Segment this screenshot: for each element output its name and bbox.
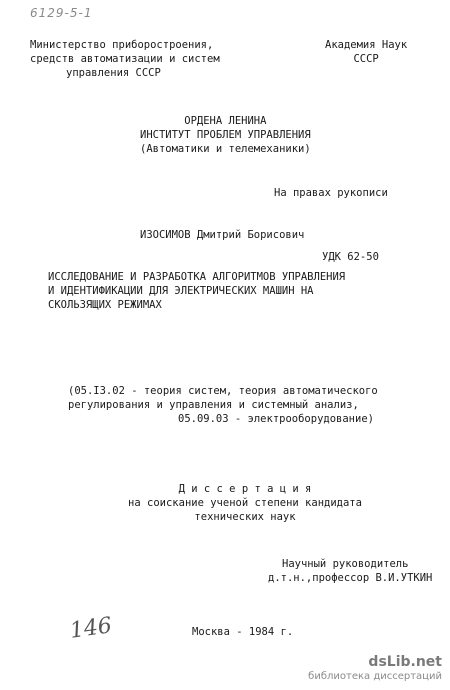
- handwritten-number: 146: [68, 613, 114, 644]
- ministry-block: [30, 38, 220, 80]
- dslib-subtitle: библиотека диссертаций: [308, 671, 442, 682]
- udk-code: УДК 62-50: [322, 251, 379, 263]
- academy-line: СССР: [353, 53, 379, 65]
- dslib-logo: dsLib.net: [368, 654, 442, 670]
- degree-line: технических наук: [194, 511, 296, 523]
- specialty-line: (05.I3.02 - теория систем, теория автоматического: [68, 385, 378, 397]
- thesis-title-line: И ИДЕНТИФИКАЦИИ ДЛЯ ЭЛЕКТРИЧЕСКИХ МАШИН НА: [48, 285, 314, 297]
- degree-line: на соискание ученой степени кандидата: [128, 497, 362, 509]
- supervisor-name: д.т.н.,профессор В.И.УТКИН: [268, 572, 433, 584]
- institute-block: [140, 114, 311, 156]
- institute-line: (Автоматики и телемеханики): [140, 143, 311, 155]
- degree-block: [125, 482, 365, 524]
- specialties-block: [68, 384, 378, 426]
- archive-stamp: 6129-5-1: [30, 6, 93, 20]
- author-name: ИЗОСИМОВ Дмитрий Борисович: [140, 229, 305, 241]
- thesis-title-line: ИССЛЕДОВАНИЕ И РАЗРАБОТКА АЛГОРИТМОВ УПРАВЛЕНИЯ: [48, 271, 346, 283]
- ministry-line: средств автоматизации и систем: [30, 53, 220, 65]
- degree-heading: Д и с с е р т а ц и я: [178, 483, 312, 495]
- city-year: Москва - 1984 г.: [192, 626, 294, 638]
- thesis-title-line: СКОЛЬЗЯЩИХ РЕЖИМАХ: [48, 299, 162, 311]
- manuscript-note: На правах рукописи: [274, 187, 388, 199]
- thesis-title: [48, 270, 345, 312]
- institute-line: ОРДЕНА ЛЕНИНА: [184, 115, 267, 127]
- specialty-line: регулирования и управления и системный анализ,: [68, 399, 359, 411]
- supervisor-role: Научный руководитель: [282, 558, 409, 570]
- ministry-line: управления СССР: [66, 67, 161, 79]
- supervisor-block: [268, 557, 432, 585]
- academy-line: Академия Наук: [325, 39, 408, 51]
- institute-line: ИНСТИТУТ ПРОБЛЕМ УПРАВЛЕНИЯ: [140, 129, 311, 141]
- ministry-line: Министерство приборостроения,: [30, 39, 214, 51]
- dslib-watermark: [308, 655, 442, 684]
- academy-block: [325, 38, 407, 66]
- specialty-line: 05.09.03 - электрооборудование): [178, 413, 374, 425]
